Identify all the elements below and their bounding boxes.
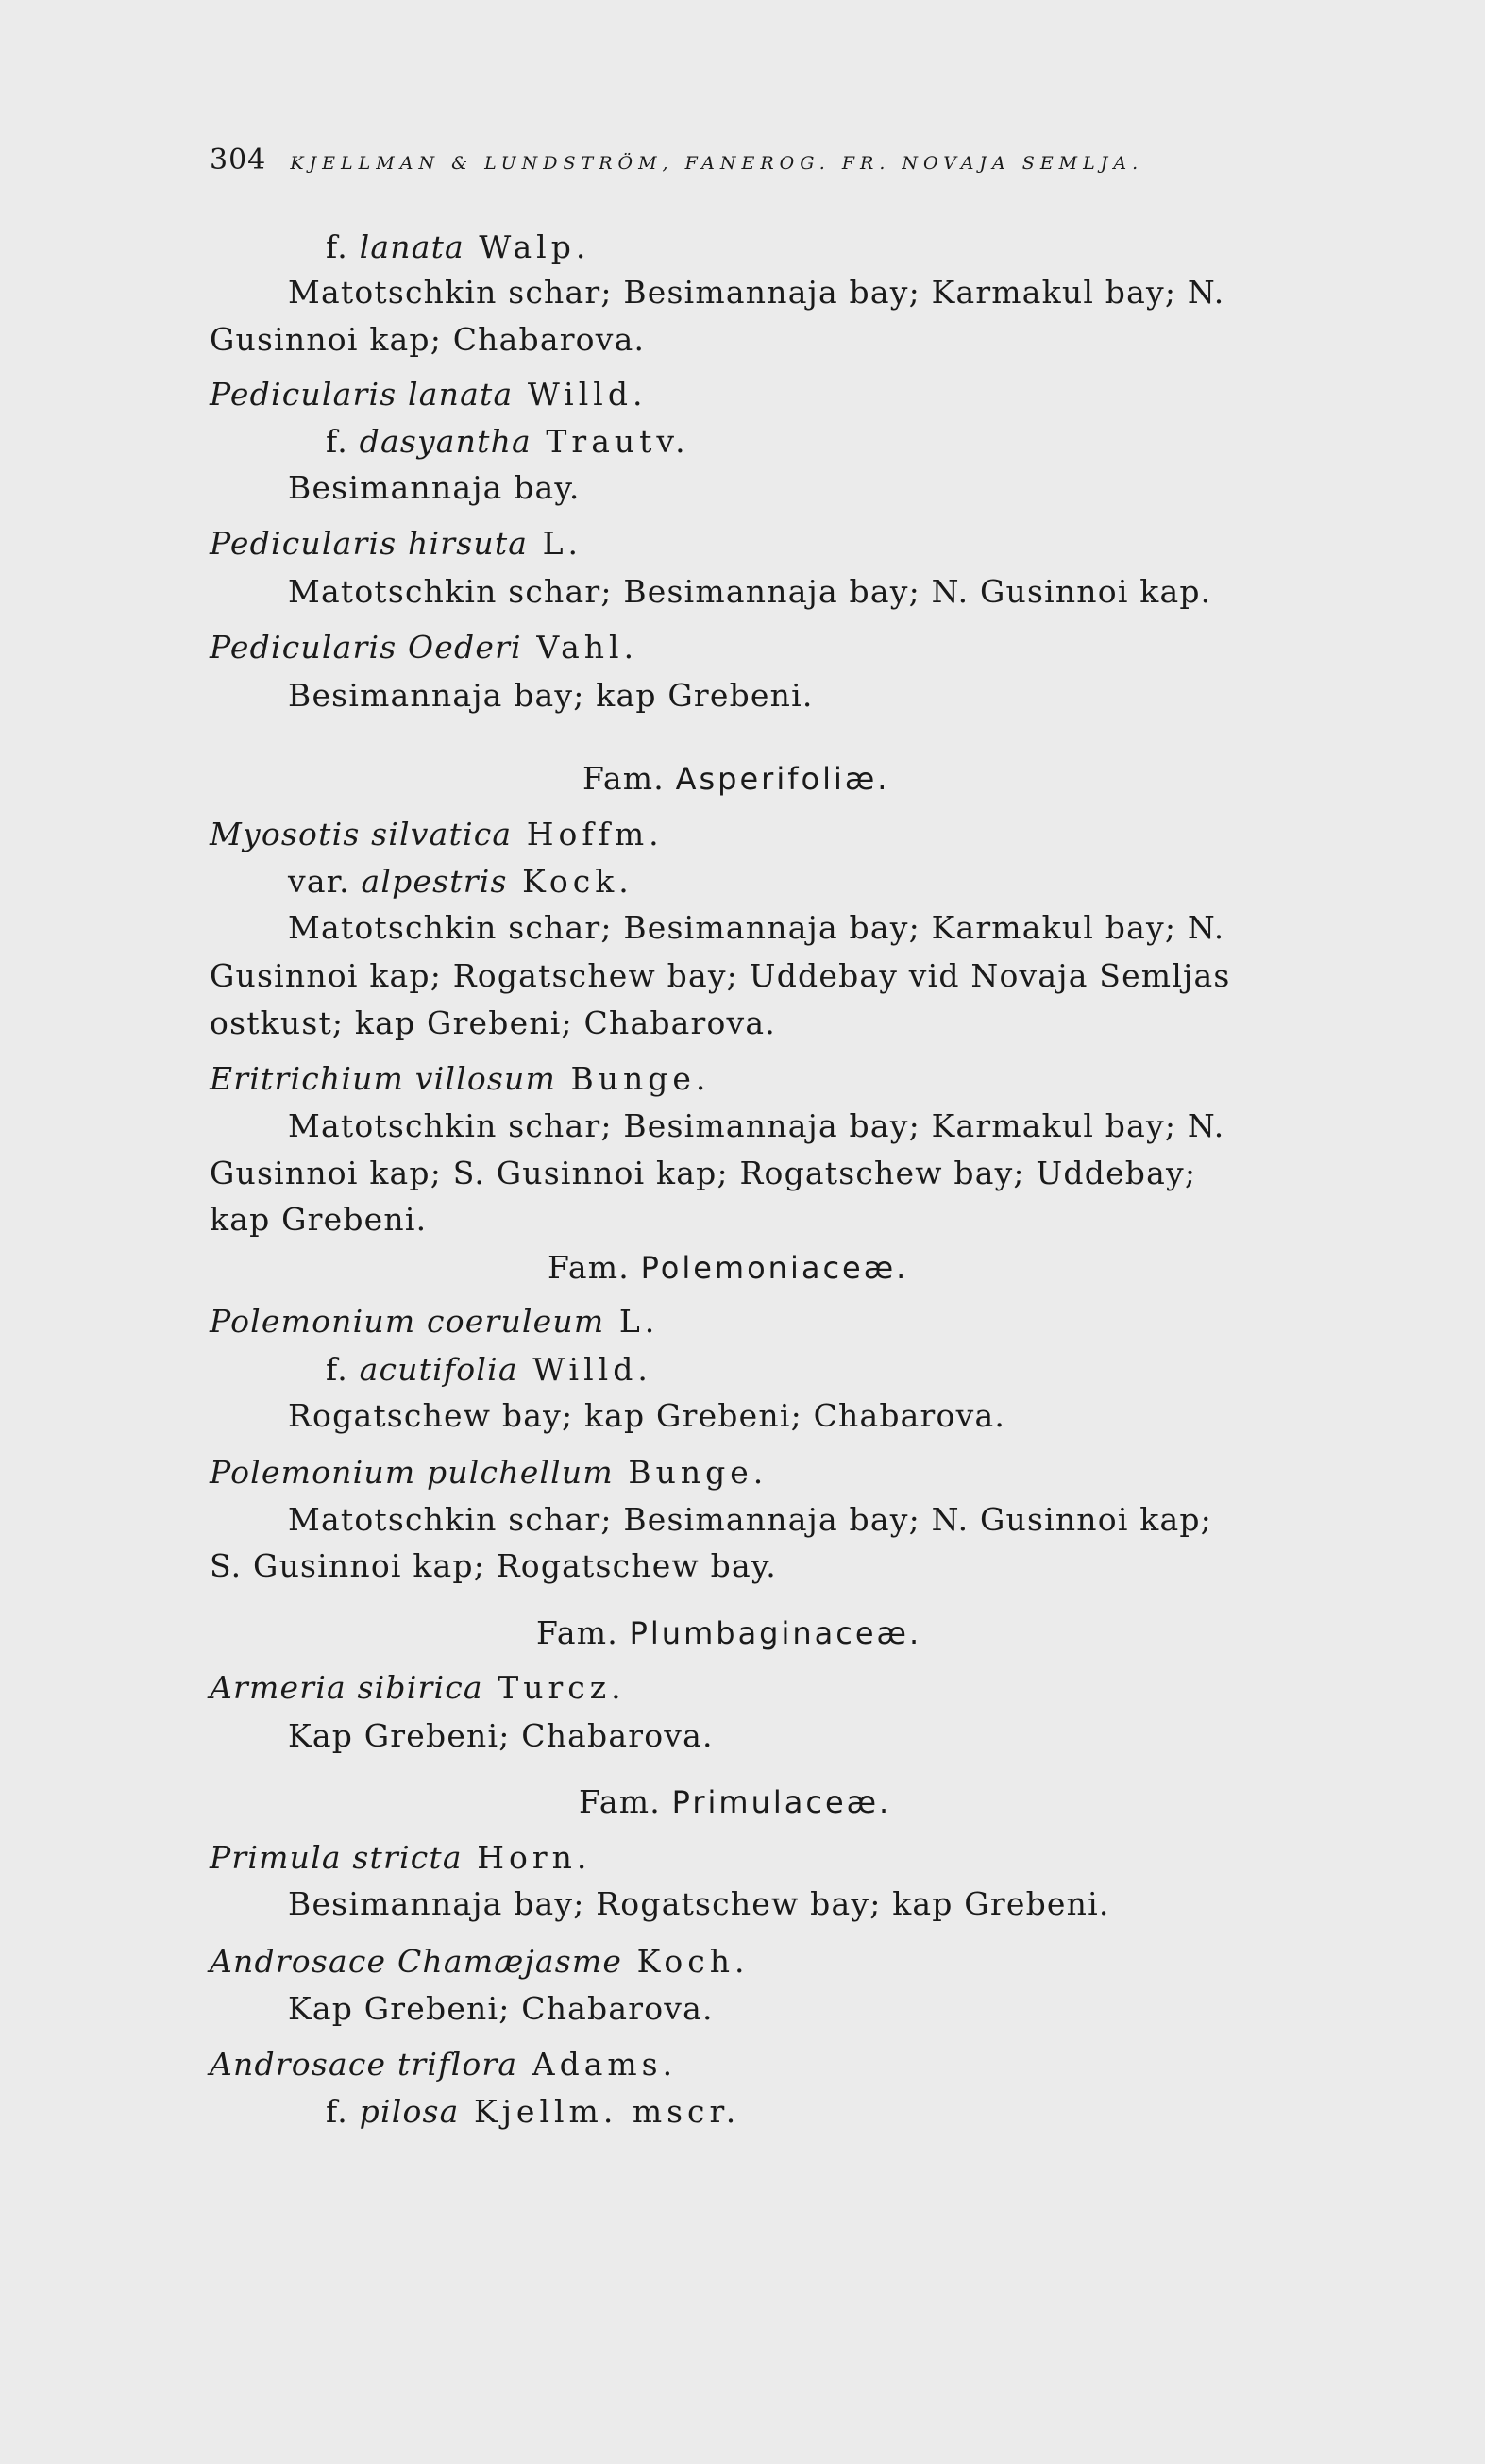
species-name: Pedicularis Oederi <box>210 629 522 666</box>
locality-line: Kap Grebeni; Chabarova. <box>288 1717 714 1754</box>
species-line <box>210 1943 749 1981</box>
family-label: Fam. <box>548 1249 641 1286</box>
species-line <box>210 1454 768 1492</box>
locality-line: Besimannaja bay. <box>288 469 581 506</box>
variety-line <box>288 863 633 901</box>
locality-line: ostkust; kap Grebeni; Chabarova. <box>210 1004 776 1041</box>
form-line <box>326 423 690 461</box>
locality-line: Matotschkin schar; Besimannaja bay; Karmakul bay; N. <box>288 1107 1225 1144</box>
family-name: Asperifoliæ. <box>675 761 890 797</box>
author: Hoffm. <box>512 816 664 852</box>
rank-label: f. <box>326 423 360 460</box>
running-title: KJELLMAN & LUNDSTRÖM, FANEROG. FR. NOVAJA SEMLJA. <box>290 153 1144 174</box>
species-line <box>210 816 664 853</box>
form-line <box>326 2093 740 2131</box>
form-line <box>326 1351 652 1389</box>
species-name: Polemonium coeruleum <box>210 1303 605 1340</box>
species-name: Pedicularis lanata <box>210 376 514 413</box>
author: Willd. <box>513 376 648 413</box>
species-line <box>210 525 582 563</box>
author: Kock. <box>507 863 633 900</box>
locality-line: Gusinnoi kap; S. Gusinnoi kap; Rogatschew bay; Uddebay; <box>210 1155 1197 1191</box>
taxon-name: dasyantha <box>359 423 532 460</box>
taxon-name: acutifolia <box>359 1351 518 1388</box>
taxon-name: lanata <box>359 228 464 265</box>
author: L. <box>528 525 583 562</box>
author: Adams. <box>517 2046 678 2083</box>
species-name: Androsace triflora <box>210 2046 518 2083</box>
locality-line: Matotschkin schar; Besimannaja bay; N. Gusinnoi kap; <box>288 1501 1212 1538</box>
locality-line: Matotschkin schar; Besimannaja bay; N. Gusinnoi kap. <box>288 573 1212 610</box>
rank-label: f. <box>326 1351 360 1388</box>
species-name: Pedicularis hirsuta <box>210 525 529 562</box>
family-label: Fam. <box>582 760 676 797</box>
family-heading <box>579 1783 891 1821</box>
author: Bunge. <box>556 1060 711 1097</box>
author: Turcz. <box>482 1669 626 1706</box>
rank-label: var. <box>288 863 362 900</box>
family-name: Plumbaginaceæ. <box>629 1615 922 1651</box>
author: Willd. <box>517 1351 652 1388</box>
species-line <box>210 629 638 667</box>
author: Walp. <box>464 228 591 265</box>
author: Vahl. <box>521 629 639 666</box>
rank-label: f. <box>326 228 360 265</box>
author: Trautv. <box>531 423 690 460</box>
species-name: Primula stricta <box>210 1839 463 1876</box>
locality-line: Matotschkin schar; Besimannaja bay; Karmakul bay; N. <box>288 274 1225 311</box>
species-name: Androsace Chamæjasme <box>210 1943 623 1980</box>
taxon-name: pilosa <box>359 2093 460 2130</box>
species-line <box>210 1303 659 1341</box>
species-line <box>210 1669 626 1707</box>
locality-line: Rogatschew bay; kap Grebeni; Chabarova. <box>288 1397 1006 1434</box>
page-number: 304 <box>210 143 267 177</box>
page-header <box>210 143 1342 177</box>
author: L. <box>604 1303 660 1340</box>
family-heading <box>536 1614 921 1652</box>
author: Kjellm. mscr. <box>459 2093 741 2130</box>
family-heading <box>582 760 889 798</box>
locality-line: kap Grebeni. <box>210 1201 428 1238</box>
form-line <box>326 228 590 266</box>
family-heading <box>548 1249 908 1287</box>
species-name: Eritrichium villosum <box>210 1060 556 1097</box>
family-name: Primulaceæ. <box>671 1784 892 1820</box>
locality-line: Gusinnoi kap; Rogatschew bay; Uddebay vid Novaja Semljas <box>210 957 1231 994</box>
author: Bunge. <box>613 1454 768 1491</box>
locality-line: Matotschkin schar; Besimannaja bay; Karmakul bay; N. <box>288 909 1225 946</box>
locality-line: Kap Grebeni; Chabarova. <box>288 1990 714 2027</box>
rank-label: f. <box>326 2093 360 2130</box>
author: Koch. <box>622 1943 750 1980</box>
locality-line: S. Gusinnoi kap; Rogatschew bay. <box>210 1547 777 1584</box>
locality-line: Besimannaja bay; Rogatschew bay; kap Grebeni. <box>288 1885 1110 1922</box>
family-name: Polemoniaceæ. <box>640 1250 909 1286</box>
species-line <box>210 1839 591 1877</box>
species-name: Armeria sibirica <box>210 1669 483 1706</box>
taxon-name: alpestris <box>361 863 508 900</box>
species-name: Myosotis silvatica <box>210 816 513 852</box>
species-line <box>210 376 647 413</box>
family-label: Fam. <box>579 1783 672 1820</box>
species-name: Polemonium pulchellum <box>210 1454 614 1491</box>
locality-line: Gusinnoi kap; Chabarova. <box>210 321 646 358</box>
author: Horn. <box>462 1839 592 1876</box>
species-line <box>210 1060 710 1098</box>
family-label: Fam. <box>536 1614 630 1651</box>
species-line <box>210 2046 677 2084</box>
locality-line: Besimannaja bay; kap Grebeni. <box>288 677 814 714</box>
